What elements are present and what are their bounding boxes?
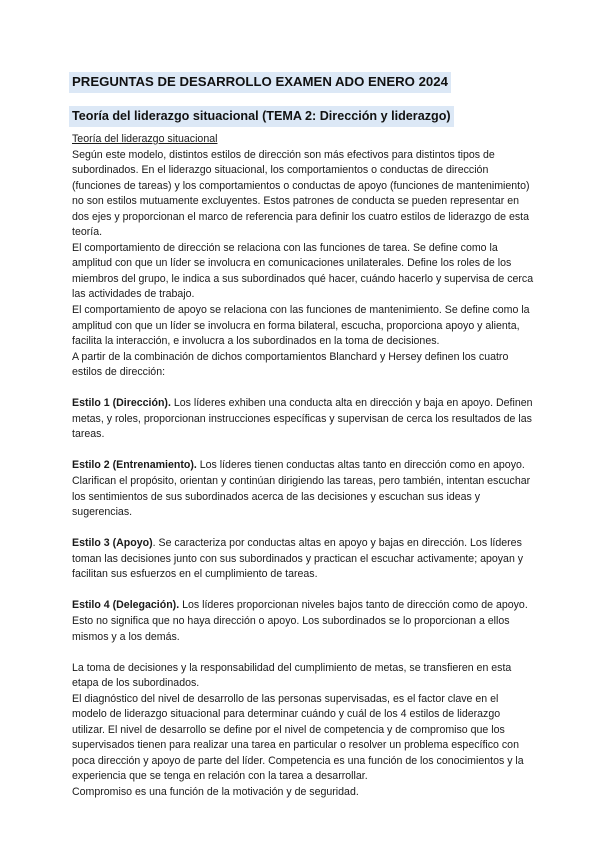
document-title: PREGUNTAS DE DESARROLLO EXAMEN ADO ENERO 2024	[69, 72, 451, 93]
intro-paragraph: Según este modelo, distintos estilos de dirección son más efectivos para distintos tipos de subordinados. En el liderazgo situacional, los comportamientos o conductas de dirección (funciones de tareas) y los comportamientos o conductas de apoyo (funciones de mantenimiento) no son estilos mutuamente excluyentes. Estos patrones de conducta se pueden representar en dos ejes y proporcionan el marco de referencia para definir los cuatro estilos de liderazgo de esta teoría.	[72, 148, 530, 239]
subsection-heading: Teoría del liderazgo situacional	[72, 133, 218, 145]
commitment-line: Compromiso es una función de la motivación y de seguridad.	[72, 785, 359, 798]
style-2-paragraph	[72, 458, 534, 520]
style-3-paragraph	[72, 536, 534, 583]
section-heading: Teoría del liderazgo situacional (TEMA 2: Dirección y liderazgo)	[69, 106, 454, 127]
delegation-note: La toma de decisiones y la responsabilidad del cumplimiento de metas, se transfieren en esta etapa de los subordinados.	[72, 661, 512, 690]
style-4-label: Estilo 4 (Delegación).	[72, 599, 180, 612]
style-4-paragraph	[72, 598, 534, 645]
direction-paragraph: El comportamiento de dirección se relaciona con las funciones de tarea. Se define como la amplitud con que un líder se involucra en comunicaciones unilaterales. Define los roles de los miembros del grupo, le indica a sus subordinados qué hacer, cuándo hacerlo y supervisa de cerca las actividades de trabajo.	[72, 241, 534, 301]
style-1-paragraph	[72, 396, 534, 443]
support-paragraph: El comportamiento de apoyo se relaciona con las funciones de mantenimiento. Se define como la amplitud con que un líder se involucra en forma bilateral, escucha, proporciona apoyo y alienta, facilita la interacción, e involucra a los subordinados en la toma de decisiones.	[72, 304, 530, 348]
style-2-label: Estilo 2 (Entrenamiento).	[72, 459, 197, 472]
diagnosis-paragraph: El diagnóstico del nivel de desarrollo de las personas supervisadas, es el factor clave en el modelo de liderazgo situacional para determinar cuándo y cuál de los 4 estilos de liderazgo utilizar. El nivel de desarrollo se define por el nivel de competencia y de compromiso que los supervisados tienen para realizar una tarea en particular o resolver un problema específico con poca dirección y apoyo de parte del líder. Competencia es una función de los conocimientos y la experiencia que se tenga en relación con la tarea a desarrollar.	[72, 692, 524, 783]
style-3-text: . Se caracteriza por conductas altas en apoyo y bajas en dirección. Los líderes toman las decisiones junto con sus subordinados y practican el escuchar activamente; apoyan y facilitan sus esfuerzos en el cumplimiento de tareas.	[72, 537, 524, 581]
styles-intro: A partir de la combinación de dichos comportamientos Blanchard y Hersey definen los cuatro estilos de dirección:	[72, 350, 509, 379]
style-4-text: Los líderes proporcionan niveles bajos tanto de dirección como de apoyo. Esto no significa que no haya dirección o apoyo. Los subordinados se lo proporcionan a ellos mismos y a los demás.	[72, 599, 528, 643]
document-body	[72, 132, 534, 801]
style-1-label: Estilo 1 (Dirección).	[72, 397, 171, 410]
style-3-label: Estilo 3 (Apoyo)	[72, 537, 153, 550]
style-1-text: Los líderes exhiben una conducta alta en dirección y baja en apoyo. Definen metas, y roles, proporcionan instrucciones específicas y supervisan de cerca los resultados de las tareas.	[72, 397, 533, 441]
style-2-text: Los líderes tienen conductas altas tanto en dirección como en apoyo. Clarifican el propósito, orientan y continúan dirigiendo las tareas, pero también, intentan escuchar los sentimientos de sus subordinados acerca de las decisiones y escuchan sus ideas y sugerencias.	[72, 459, 531, 519]
